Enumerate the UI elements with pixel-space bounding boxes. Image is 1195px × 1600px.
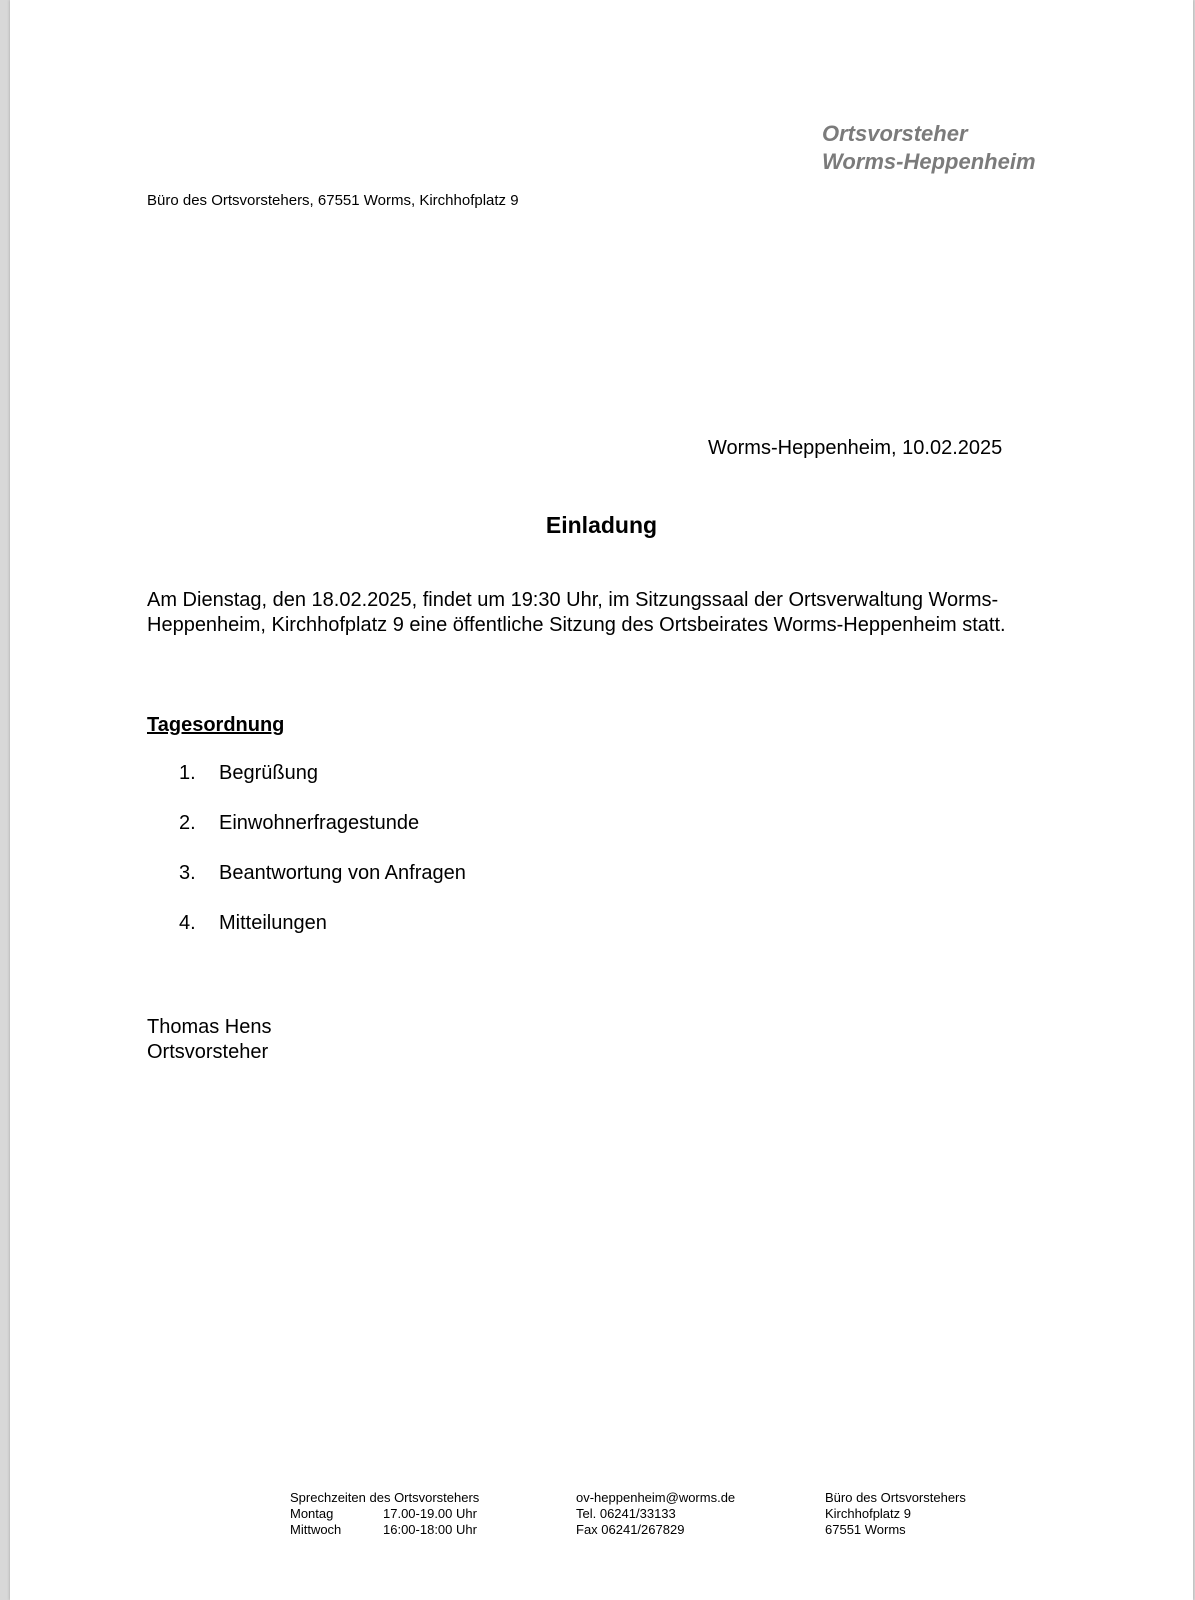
sender-address-line: Büro des Ortsvorstehers, 67551 Worms, Kirchhofplatz 9 — [147, 192, 519, 209]
agenda-item-text: Einwohnerfragestunde — [219, 812, 420, 834]
signatory-role: Ortsvorsteher — [147, 1041, 269, 1063]
office-hours-row — [290, 1506, 479, 1522]
agenda-item-text: Begrüßung — [219, 762, 318, 784]
office-hours-title: Sprechzeiten des Ortsvorstehers — [290, 1490, 480, 1505]
agenda-list — [147, 762, 466, 962]
contact-fax: Fax 06241/267829 — [576, 1522, 685, 1537]
office-hours-time: 17.00-19.00 Uhr — [383, 1506, 477, 1521]
footer-contact — [576, 1490, 735, 1538]
agenda-item-number: 1. — [179, 762, 196, 784]
document-page — [10, 0, 1193, 1600]
agenda-item-number: 4. — [179, 912, 196, 934]
agenda-item — [147, 912, 466, 962]
office-city: 67551 Worms — [825, 1522, 906, 1537]
letterhead-line-2: Worms-Heppenheim — [822, 149, 1036, 174]
office-hours-time: 16:00-18:00 Uhr — [383, 1522, 477, 1537]
office-hours-day: Montag — [290, 1506, 334, 1521]
agenda-item-text: Beantwortung von Anfragen — [219, 862, 466, 884]
agenda-heading: Tagesordnung — [147, 714, 285, 736]
date-line: Worms-Heppenheim, 10.02.2025 — [708, 437, 1003, 459]
agenda-item — [147, 862, 466, 912]
agenda-item — [147, 762, 466, 812]
document-title: Einladung — [545, 512, 658, 538]
office-name: Büro des Ortsvorstehers — [825, 1490, 966, 1505]
footer-office-hours — [290, 1490, 479, 1538]
agenda-item — [147, 812, 466, 862]
footer-office-address — [825, 1490, 966, 1538]
letterhead — [822, 120, 1036, 176]
signature-block — [147, 1015, 272, 1065]
signatory-name: Thomas Hens — [147, 1016, 272, 1038]
office-hours-day: Mittwoch — [290, 1522, 342, 1537]
office-street: Kirchhofplatz 9 — [825, 1506, 911, 1521]
agenda-item-number: 2. — [179, 812, 196, 834]
agenda-item-text: Mitteilungen — [219, 912, 327, 934]
office-hours-row — [290, 1522, 479, 1538]
invitation-body-text: Am Dienstag, den 18.02.2025, findet um 19:30 Uhr, im Sitzungssaal der Ortsverwaltung Worms-Heppenheim, Kirchhofplatz 9 eine öffentliche Sitzung des Ortsbeirates Worms-Heppenheim statt. — [147, 589, 1006, 636]
letterhead-line-1: Ortsvorsteher — [822, 121, 968, 146]
agenda-item-number: 3. — [179, 862, 196, 884]
contact-email[interactable]: ov-heppenheim@worms.de — [576, 1490, 736, 1505]
contact-phone: Tel. 06241/33133 — [576, 1506, 676, 1521]
